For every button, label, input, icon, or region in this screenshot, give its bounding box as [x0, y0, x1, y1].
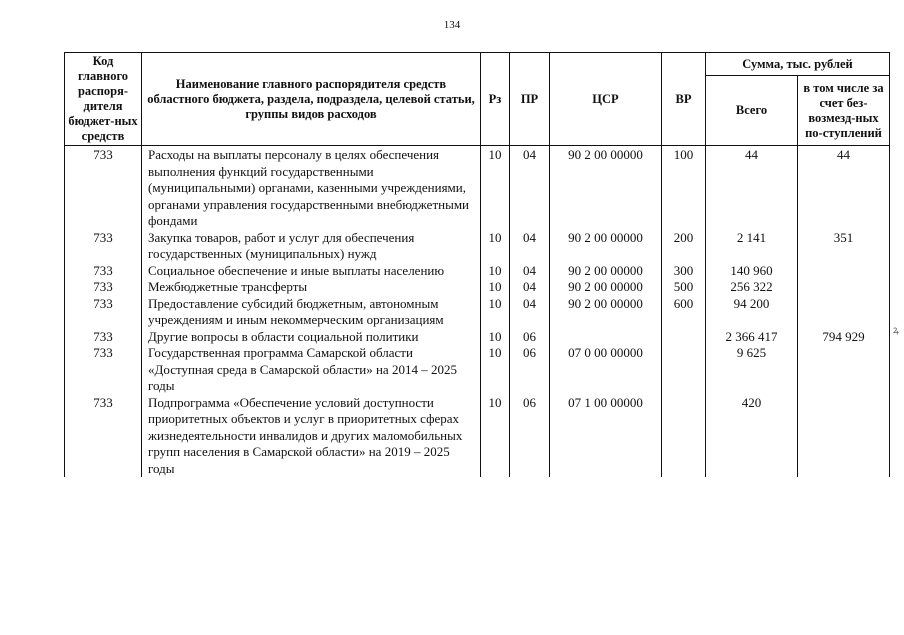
cell-vr: [662, 329, 706, 346]
table-row: [65, 279, 890, 296]
table-row: [65, 146, 890, 230]
cell-total: 94 200: [706, 296, 798, 329]
header-incl: в том числе за счет без-возмезд-ных по-ступлений: [798, 76, 890, 146]
cell-rz: 10: [481, 345, 510, 395]
cell-vr: 300: [662, 263, 706, 280]
header-sum-group: Сумма, тыс. рублей: [706, 53, 890, 76]
cell-csr: [550, 329, 662, 346]
cell-rz: 10: [481, 263, 510, 280]
cell-code: 733: [65, 296, 142, 329]
header-name: Наименование главного распорядителя средств областного бюджета, раздела, подраздела, целевой статьи, группы видов расходов: [142, 53, 481, 146]
cell-vr: 200: [662, 230, 706, 263]
cell-csr: 90 2 00 00000: [550, 279, 662, 296]
cell-pr: 04: [510, 296, 550, 329]
cell-incl: [798, 296, 890, 329]
header-total: Всего: [706, 76, 798, 146]
cell-pr: 04: [510, 263, 550, 280]
header-code: Код главного распоря-дителя бюджет-ных средств: [65, 53, 142, 146]
cell-total: 256 322: [706, 279, 798, 296]
cell-incl: [798, 279, 890, 296]
cell-code: 733: [65, 263, 142, 280]
page-number: 134: [443, 19, 461, 31]
cell-total: 44: [706, 146, 798, 230]
cell-name: Межбюджетные трансферты: [142, 279, 481, 296]
cell-total: 420: [706, 395, 798, 478]
cell-name: Подпрограмма «Обеспечение условий доступности приоритетных объектов и услуг в приоритетных сферах жизнедеятельности инвалидов и других маломобильных групп населения в Самарской области» на 2019 – 2025 годы: [142, 395, 481, 478]
cell-vr: 500: [662, 279, 706, 296]
cell-code: 733: [65, 230, 142, 263]
cell-pr: 04: [510, 230, 550, 263]
cell-total: 2 141: [706, 230, 798, 263]
cell-incl: 44: [798, 146, 890, 230]
budget-table: [64, 52, 890, 477]
cell-pr: 06: [510, 329, 550, 346]
cell-total: 9 625: [706, 345, 798, 395]
scan-mark: ꝝ: [893, 325, 899, 336]
cell-pr: 06: [510, 345, 550, 395]
cell-pr: 04: [510, 146, 550, 230]
cell-name: Расходы на выплаты персоналу в целях обеспечения выполнения функций государственными (муниципальными) органами, казенными учреждениями, органами управления государственными внебюджетными фондами: [142, 146, 481, 230]
cell-rz: 10: [481, 296, 510, 329]
cell-name: Предоставление субсидий бюджетным, автономным учреждениям и иным некоммерческим организациям: [142, 296, 481, 329]
cell-rz: 10: [481, 329, 510, 346]
cell-incl: [798, 395, 890, 478]
header-rz: Рз: [481, 53, 510, 146]
cell-name: Другие вопросы в области социальной политики: [142, 329, 481, 346]
cell-csr: 07 0 00 00000: [550, 345, 662, 395]
cell-rz: 10: [481, 395, 510, 478]
cell-code: 733: [65, 345, 142, 395]
header-csr: ЦСР: [550, 53, 662, 146]
table-row: [65, 395, 890, 478]
cell-incl: [798, 345, 890, 395]
cell-incl: 794 929: [798, 329, 890, 346]
table-header: [65, 53, 890, 146]
cell-vr: 600: [662, 296, 706, 329]
cell-rz: 10: [481, 230, 510, 263]
cell-code: 733: [65, 329, 142, 346]
header-vr: ВР: [662, 53, 706, 146]
cell-incl: [798, 263, 890, 280]
table-row: [65, 345, 890, 395]
cell-code: 733: [65, 279, 142, 296]
header-pr: ПР: [510, 53, 550, 146]
cell-total: 140 960: [706, 263, 798, 280]
cell-pr: 06: [510, 395, 550, 478]
cell-pr: 04: [510, 279, 550, 296]
table-body: [65, 146, 890, 478]
cell-code: 733: [65, 395, 142, 478]
cell-code: 733: [65, 146, 142, 230]
cell-total: 2 366 417: [706, 329, 798, 346]
cell-name: Социальное обеспечение и иные выплаты населению: [142, 263, 481, 280]
cell-rz: 10: [481, 279, 510, 296]
cell-csr: 90 2 00 00000: [550, 146, 662, 230]
cell-csr: 07 1 00 00000: [550, 395, 662, 478]
cell-vr: [662, 395, 706, 478]
cell-incl: 351: [798, 230, 890, 263]
cell-csr: 90 2 00 00000: [550, 230, 662, 263]
table-row: [65, 329, 890, 346]
cell-name: Государственная программа Самарской области «Доступная среда в Самарской области» на 2014 – 2025 годы: [142, 345, 481, 395]
cell-vr: [662, 345, 706, 395]
cell-csr: 90 2 00 00000: [550, 296, 662, 329]
table-row: [65, 230, 890, 263]
cell-vr: 100: [662, 146, 706, 230]
table-row: [65, 296, 890, 329]
table-row: [65, 263, 890, 280]
cell-csr: 90 2 00 00000: [550, 263, 662, 280]
cell-name: Закупка товаров, работ и услуг для обеспечения государственных (муниципальных) нужд: [142, 230, 481, 263]
cell-rz: 10: [481, 146, 510, 230]
